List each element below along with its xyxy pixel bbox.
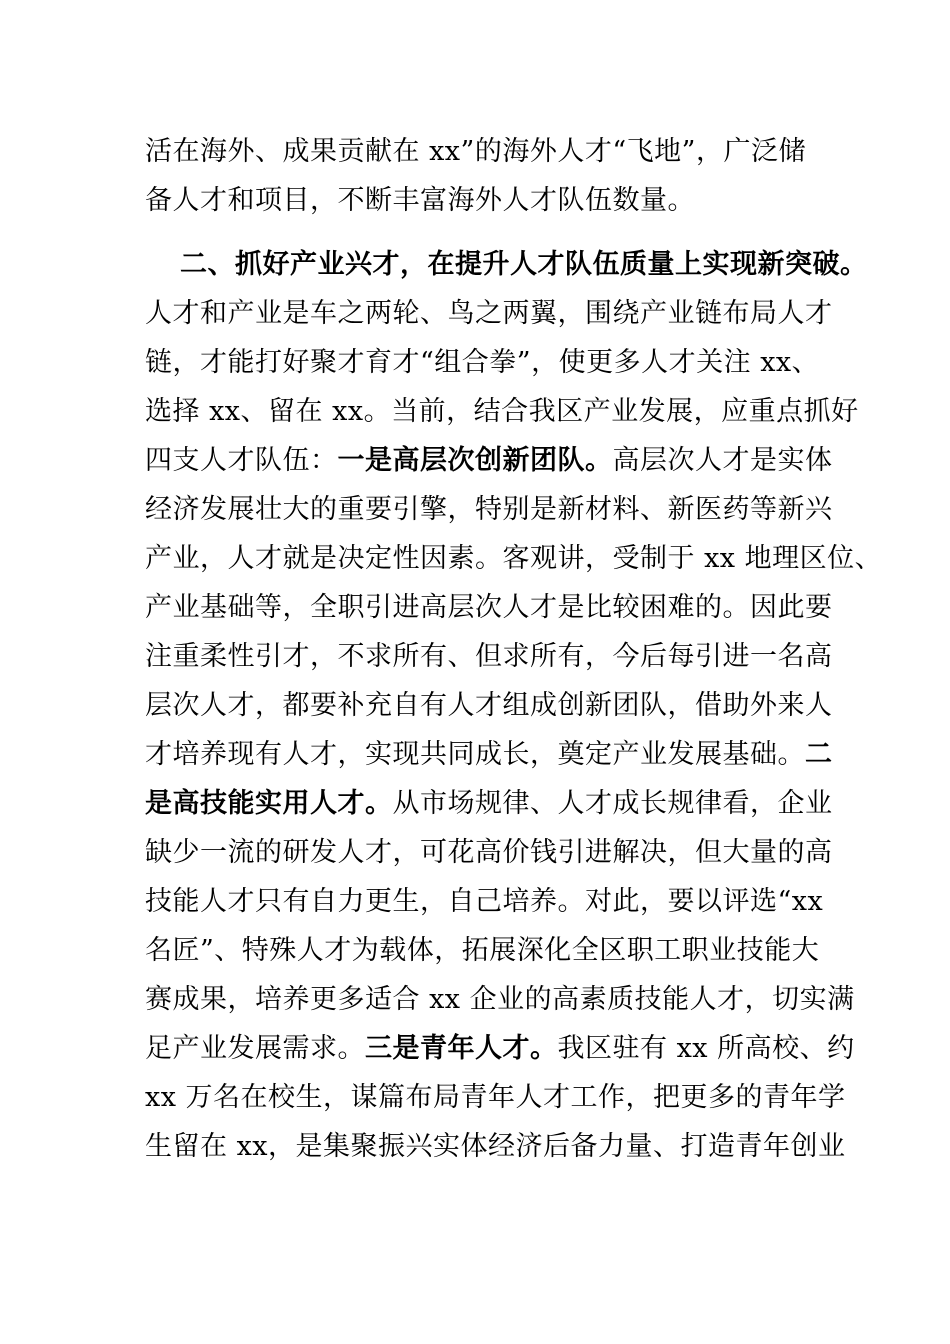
text-segment: 足产业发展需求。 bbox=[145, 1033, 365, 1064]
paragraph-line bbox=[145, 882, 825, 922]
paragraph-line bbox=[145, 490, 833, 530]
paragraph-line bbox=[145, 980, 855, 1020]
text-segment: 赛成果，培养更多适合 xx 企业的高素质技能人才，切实满 bbox=[145, 984, 855, 1015]
text-segment: 链，才能打好聚才育才“组合拳”，使更多人才关注 xx、 bbox=[145, 347, 820, 378]
paragraph-line bbox=[145, 343, 825, 383]
bold-text-segment: 二 bbox=[805, 739, 833, 770]
paragraph-line: 备人才和项目，不断丰富海外人才队伍数量。 bbox=[145, 185, 695, 216]
text-segment: 才培养现有人才，实现共同成长，奠定产业发展基础。 bbox=[145, 739, 805, 770]
bold-text-segment: 三是青年人才。 bbox=[365, 1033, 558, 1064]
paragraph-line bbox=[145, 294, 833, 334]
text-segment: 四支人才队伍： bbox=[145, 445, 338, 476]
text-segment: 名匠”、特殊人才为载体，拓展深化全区职工职业技能大 bbox=[145, 935, 820, 966]
text-segment: 高层次人才是实体 bbox=[612, 445, 833, 476]
paragraph-line bbox=[145, 833, 833, 873]
section-heading: 二、抓好产业兴才，在提升人才队伍质量上实现新突破。 bbox=[180, 249, 868, 280]
text-segment: 产业，人才就是决定性因素。客观讲，受制于 xx 地理区位、 bbox=[145, 543, 883, 574]
text-segment: 层次人才，都要补充自有人才组成创新团队，借助外来人 bbox=[145, 690, 833, 721]
bold-text-segment: 是高技能实用人才。 bbox=[145, 788, 393, 819]
text-segment: 技能人才只有自力更生，自己培养。对此，要以评选“xx bbox=[145, 886, 824, 917]
text-segment: 生留在 xx，是集聚振兴实体经济后备力量、打造青年创业 bbox=[145, 1131, 846, 1162]
bold-text-segment: 一是高层次创新团队。 bbox=[337, 445, 613, 476]
paragraph-line bbox=[145, 784, 833, 824]
text-segment: 我区驻有 xx 所高校、约 bbox=[557, 1033, 855, 1064]
paragraph-line bbox=[145, 686, 833, 726]
paragraph-line bbox=[145, 735, 833, 775]
paragraph-line bbox=[145, 539, 883, 579]
text-segment: 产业基础等，全职引进高层次人才是比较困难的。因此要 bbox=[145, 592, 833, 623]
text-segment: 人才和产业是车之两轮、鸟之两翼，围绕产业链布局人才 bbox=[145, 298, 833, 329]
paragraph-line bbox=[145, 931, 825, 971]
text-segment: 经济发展壮大的重要引擎，特别是新材料、新医药等新兴 bbox=[145, 494, 833, 525]
paragraph-line bbox=[145, 637, 833, 677]
paragraph-line: 活在海外、成果贡献在 xx”的海外人才“飞地”，广泛储 bbox=[145, 136, 806, 167]
text-segment: 缺少一流的研发人才，可花高价钱引进解决，但大量的高 bbox=[145, 837, 833, 868]
paragraph-line bbox=[145, 1127, 846, 1167]
paragraph-line bbox=[145, 392, 859, 432]
text-segment: 注重柔性引才，不求所有、但求所有，今后每引进一名高 bbox=[145, 641, 833, 672]
text-segment: 从市场规律、人才成长规律看，企业 bbox=[392, 788, 833, 819]
paragraph-line bbox=[145, 588, 833, 628]
paragraph-line bbox=[145, 441, 833, 481]
text-segment: xx 万名在校生，谋篇布局青年人才工作，把更多的青年学 bbox=[145, 1082, 846, 1113]
paragraph-line bbox=[145, 1029, 855, 1069]
paragraph-line bbox=[145, 1078, 846, 1118]
text-segment: 选择 xx、留在 xx。当前，结合我区产业发展，应重点抓好 bbox=[145, 396, 859, 427]
